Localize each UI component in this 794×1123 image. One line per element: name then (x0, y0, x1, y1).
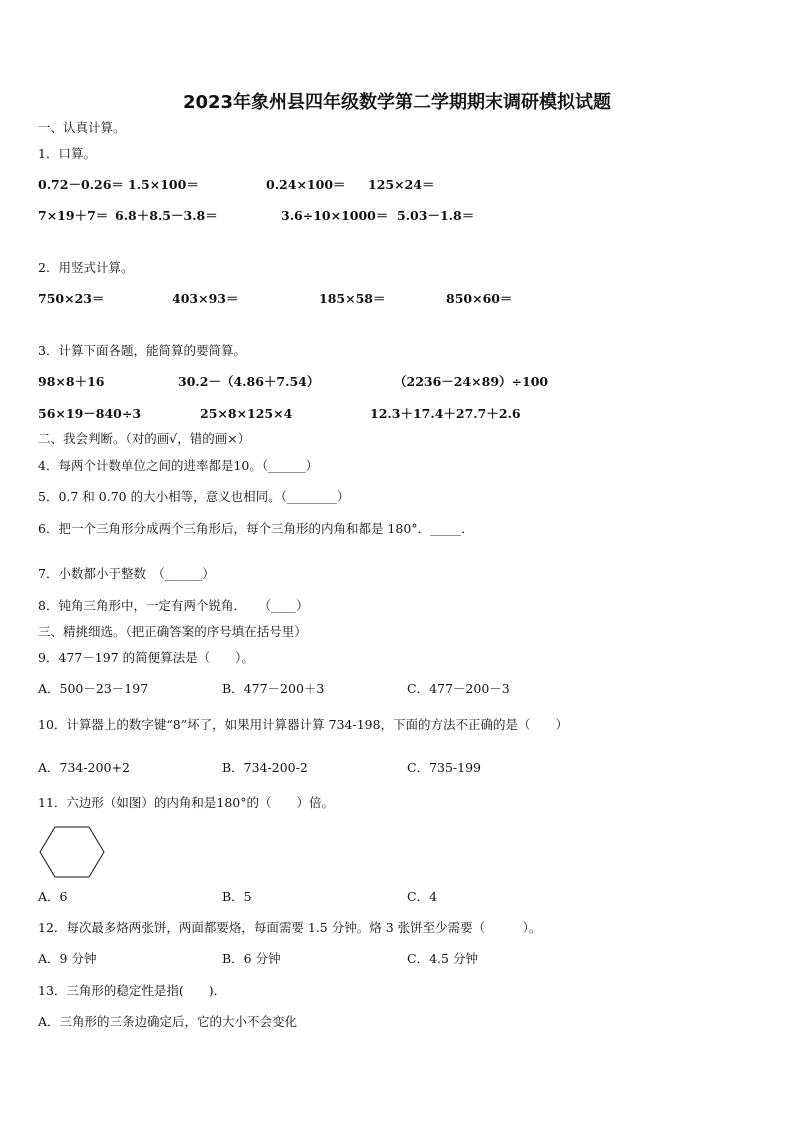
q11-option-c: C．4 (407, 889, 438, 904)
q10-option-b: B．734-200-2 (222, 760, 308, 775)
q4: 4．每两个计数单位之间的进率都是10。（______） (38, 458, 319, 473)
q1-row1-item2: 1.5×100＝ (128, 177, 199, 192)
q12-option-c: C．4.5 分钟 (407, 951, 478, 966)
q8: 8．钝角三角形中，一定有两个锐角． （____） (38, 598, 309, 613)
q11-option-b: B．5 (222, 889, 252, 904)
q1-row1-item3: 0.24×100＝ (266, 177, 346, 192)
q10-option-a: A．734-200+2 (38, 760, 130, 775)
q2-item1: 750×23＝ (38, 291, 105, 306)
q10-stem: 10．计算器上的数字键“8”坏了，如果用计算器计算 734-198，下面的方法不正确的是（ ） (38, 717, 569, 732)
section3-heading: 三、精挑细选。（把正确答案的序号填在括号里） (38, 624, 307, 639)
q2-label: 2．用竖式计算。 (38, 260, 134, 275)
section2-heading: 二、我会判断。（对的画√，错的画×） (38, 431, 251, 446)
q6: 6．把一个三角形分成两个三角形后，每个三角形的内角和都是 180°．_____． (38, 521, 474, 536)
q11-option-a: A．6 (38, 889, 68, 904)
q9-option-b: B．477－200＋3 (222, 681, 325, 696)
q12-stem: 12．每次最多烙两张饼，两面都要烙，每面需要 1.5 分钟。烙 3 张饼至少需要（ ）。 (38, 920, 542, 935)
q3-row1-item2: 30.2－（4.86＋7.54） (178, 374, 320, 389)
q9-stem: 9．477－197 的简便算法是（ ）。 (38, 650, 254, 665)
q3-row2-item1: 56×19－840÷3 (38, 406, 142, 421)
q10-option-c: C．735-199 (407, 760, 482, 775)
q1-row1-item4: 125×24＝ (368, 177, 435, 192)
q11-stem: 11．六边形（如图）的内角和是180°的（ ）倍。 (38, 795, 335, 810)
hexagon-figure (38, 826, 106, 878)
q1-row2-item4: 5.03－1.8＝ (397, 208, 475, 223)
q2-item4: 850×60＝ (446, 291, 513, 306)
q13-stem: 13．三角形的稳定性是指( )． (38, 983, 227, 998)
q3-row2-item2: 25×8×125×4 (200, 406, 293, 421)
q3-row2-item3: 12.3＋17.4＋27.7＋2.6 (370, 406, 521, 421)
q9-option-a: A．500－23－197 (38, 681, 149, 696)
q12-option-a: A．9 分钟 (38, 951, 97, 966)
q1-row2-item3: 3.6÷10×1000＝ (281, 208, 389, 223)
q5: 5．0.7 和 0.70 的大小相等，意义也相同。（________） (38, 489, 350, 504)
q2-item2: 403×93＝ (172, 291, 239, 306)
q2-item3: 185×58＝ (319, 291, 386, 306)
q12-option-b: B．6 分钟 (222, 951, 281, 966)
q13-option-a: A．三角形的三条边确定后，它的大小不会变化 (38, 1014, 298, 1029)
q1-row2-item1: 7×19＋7＝ (38, 208, 109, 223)
q1-row2-item2: 6.8＋8.5－3.8＝ (115, 208, 218, 223)
q3-row1-item3: （2236－24×89）÷100 (394, 374, 549, 389)
q3-label: 3．计算下面各题，能简算的要简算。 (38, 343, 246, 358)
q1-label: 1．口算。 (38, 146, 96, 161)
q1-row1-item1: 0.72－0.26＝ (38, 177, 124, 192)
q7: 7．小数都小于整数 （______） (38, 566, 215, 581)
q9-option-c: C．477－200－3 (407, 681, 510, 696)
q3-row1-item1: 98×8＋16 (38, 374, 105, 389)
section1-heading: 一、认真计算。 (38, 120, 126, 135)
page-title: 2023年象州县四年级数学第二学期期末调研模拟试题 (182, 92, 612, 113)
